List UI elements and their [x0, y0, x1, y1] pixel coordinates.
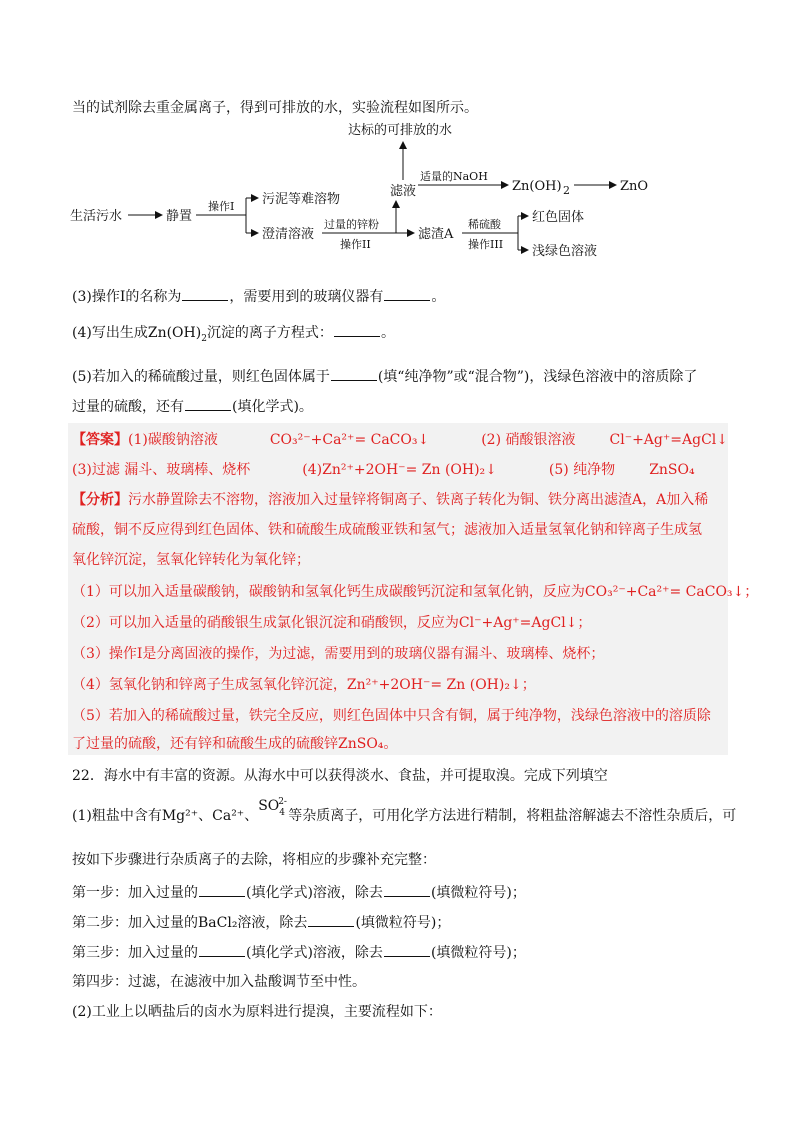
question-5-line2: 过量的硫酸，还有 (填化学式)。 [72, 396, 313, 417]
question-3: (3)操作Ⅰ的名称为 ，需要用到的玻璃仪器有 。 [72, 286, 445, 307]
step-1: 第一步：加入过量的 (填化学式)溶液，除去 (填微粒符号)； [72, 882, 526, 903]
analysis-line-3: 氧化锌沉淀，氢氧化锌转化为氧化锌； [72, 552, 310, 568]
question-4: (4)写出生成$Zn(OH)_2$沉淀的离子方程式： 。 [72, 322, 395, 343]
flow-op3: 操作III [468, 238, 504, 251]
analysis-point-1: （1）可以加入适量碳酸钠，碳酸钠和氢氧化钙生成碳酸钙沉淀和氢氧化钠，反应为CO₃²⁻+Ca²⁺= CaCO₃↓； [72, 584, 759, 600]
flow-green-solution: 浅绿色溶液 [532, 244, 598, 259]
flow-red-solid: 红色固体 [532, 210, 585, 225]
analysis-line-1: 【分析】污水静置除去不溶物，溶液加入过量锌将铜离子、铁离子转化为铜、铁分离出滤渣A，A加入稀 [72, 492, 709, 508]
process-flowchart [70, 118, 710, 268]
flow-sewage: 生活污水 [70, 209, 123, 224]
question-5-line1: (5)若加入的稀硫酸过量，则红色固体属于 (填“纯净物”或“混合物”)，浅绿色溶液中的溶质除了 [72, 366, 697, 387]
answer-blank[interactable] [199, 882, 245, 897]
answer-blank[interactable] [308, 912, 354, 927]
analysis-point-3: （3）操作Ⅰ是分离固液的操作，为过滤，需要用到的玻璃仪器有漏斗、玻璃棒、烧杯； [72, 646, 605, 662]
flow-settle: 静置 [166, 209, 193, 224]
flow-target-water: 达标的可排放的水 [348, 123, 453, 138]
analysis-point-2: （2）可以加入适量的硝酸银生成氯化银沉淀和硝酸钡，反应为Cl⁻+Ag⁺=AgCl↓； [72, 615, 592, 631]
answer-blank[interactable] [182, 286, 228, 301]
step-2: 第二步：加入过量的BaCl₂溶液，除去 (填微粒符号)； [72, 912, 450, 933]
analysis-point-5-line1: （5）若加入的稀硫酸过量，铁完全反应，则红色固体中只含有铜，属于纯净物，浅绿色溶液中的溶质除 [72, 708, 711, 724]
analysis-line-2: 硫酸，铜不反应得到红色固体、铁和硫酸生成硫酸亚铁和氢气；滤液加入适量氢氧化钠和锌离子生成氢 [72, 522, 702, 538]
answer-blank[interactable] [384, 286, 430, 301]
flow-filtrate: 滤液 [390, 184, 417, 199]
question-22-part2: (2)工业上以晒盐后的卤水为原料进行提溴，主要流程如下： [72, 1004, 442, 1020]
flow-zn-oh2: Zn(OH) [512, 179, 562, 194]
flow-zn-oh2-sub: 2 [563, 184, 570, 197]
answer-blank[interactable] [185, 396, 231, 411]
flow-residue-a: 滤渣A [418, 227, 454, 242]
answer-line-1: 【答案】(1)碳酸钠溶液 CO₃²⁻+Ca²⁺= CaCO₃↓ (2) 硝酸银溶液 Cl⁻+Ag⁺=AgCl↓ [72, 432, 728, 448]
flow-naoh-label: 适量的NaOH [420, 170, 488, 183]
step-4: 第四步：过滤，在滤液中加入盐酸调节至中性。 [72, 974, 366, 990]
flow-zno: ZnO [620, 179, 649, 194]
question-22-part1: (1)粗盐中含有Mg²⁺、Ca²⁺、SO 2- 4 等杂质离子，可用化学方法进行精制，将粗盐溶解滤去不溶性杂质后，可 [72, 797, 737, 824]
analysis-point-4: （4）氢氧化钠和锌离子生成氢氧化锌沉淀，Zn²⁺+2OH⁻= Zn (OH)₂↓； [72, 677, 536, 693]
answer-blank[interactable] [334, 322, 380, 337]
question-22-title: 22．海水中有丰富的资源。从海水中可以获得淡水、食盐，并可提取溴。完成下列填空 [72, 768, 608, 784]
formula-so4: SO 2- 4 [258, 797, 287, 818]
intro-line: 当的试剂除去重金属离子，得到可排放的水，实验流程如图所示。 [72, 100, 478, 116]
analysis-point-5-line2: 了过量的硫酸，还有锌和硫酸生成的硫酸锌ZnSO₄。 [72, 736, 398, 752]
step-3: 第三步：加入过量的 (填化学式)溶液，除去 (填微粒符号)； [72, 942, 526, 963]
answer-blank[interactable] [384, 942, 430, 957]
flow-op2: 操作II [340, 238, 371, 251]
answer-blank[interactable] [199, 942, 245, 957]
question-22-part1-cont: 按如下步骤进行杂质离子的去除，将相应的步骤补充完整： [72, 852, 436, 868]
flow-clear-solution: 澄清溶液 [262, 227, 315, 242]
flow-op1: 操作I [208, 200, 235, 213]
answer-line-2: (3)过滤 漏斗、玻璃棒、烧杯 (4)Zn²⁺+2OH⁻= Zn (OH)₂↓ (5) 纯净物 ZnSO₄ [72, 462, 695, 478]
answer-blank[interactable] [331, 366, 377, 381]
answer-blank[interactable] [384, 882, 430, 897]
flow-acid-label: 稀硫酸 [468, 218, 501, 231]
formula-zn-oh2: $Zn(OH)_2$ [147, 325, 207, 344]
flow-zinc-label: 过量的锌粉 [324, 218, 379, 231]
flow-sludge: 污泥等难溶物 [262, 192, 341, 207]
